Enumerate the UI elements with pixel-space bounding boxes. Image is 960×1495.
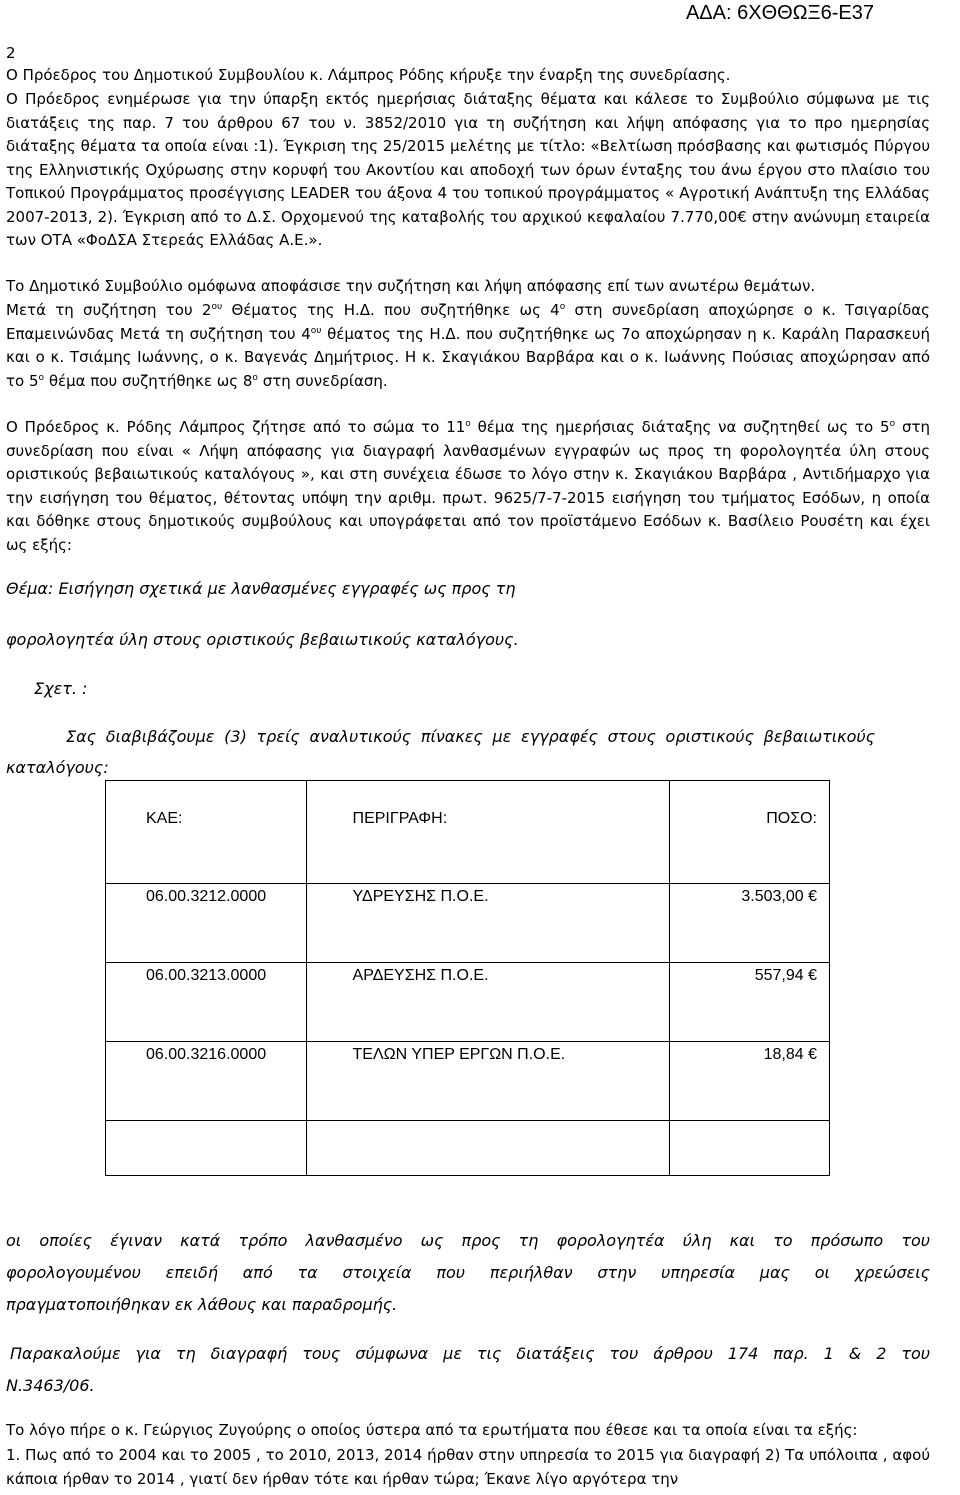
explanation-line2: φορολογουμένου επειδή από τα στοιχεία που περιήλθαν στην υπηρεσία μας οι χρεώσεις (6, 1263, 930, 1282)
request-line2: Ν.3463/06. (6, 1376, 95, 1395)
table-row (106, 962, 830, 1041)
row-kae: 06.00.3213.0000 (146, 966, 267, 984)
closing-line1: Το λόγο πήρε ο κ. Γεώργιος Ζυγούρης ο οποίος ύστερα από τα ερωτήματα που έθεσε και τα οποία είναι τα εξής: (6, 1421, 858, 1439)
row-amount: 18,84 € (763, 1045, 817, 1063)
memo-subject-line1: Θέμα: Εισήγηση σχετικά με λανθασμένες εγγραφές ως προς τη (6, 579, 516, 598)
row-amount: 557,94 € (754, 966, 817, 984)
memo-subject-line2: φορολογητέα ύλη στους οριστικούς βεβαιωτικούς καταλόγους. (6, 630, 519, 649)
table-row (106, 1041, 830, 1120)
row-description: ΥΔΡΕΥΣΗΣ Π.Ο.Ε. (352, 887, 489, 905)
table-empty-row (106, 1120, 830, 1175)
memo-intro-line1: Σας διαβιβάζουμε (3) τρείς αναλυτικούς πίνακες με εγγραφές στους οριστικούς βεβαιωτικούς (66, 727, 875, 746)
page-number: 2 (6, 44, 16, 62)
ada-code: ΑΔΑ: 6ΧΘΘΩΞ6-Ε37 (685, 2, 874, 24)
entries-table (105, 780, 830, 1176)
memo-intro-line2: καταλόγους: (6, 758, 109, 777)
request-line1: Παρακαλούμε για τη διαγραφή τους σύμφωνα με τις διατάξεις του άρθρου 174 παρ. 1 & 2 του (10, 1344, 930, 1363)
header-description: ΠΕΡΙΓΡΑΦΗ: (306, 781, 669, 884)
row-kae: 06.00.3216.0000 (146, 1045, 267, 1063)
unanimous-decision: Το Δημοτικό Συμβούλιο ομόφωνα αποφάσισε την συζήτηση και λήψη απόφασης επί των ανωτέρω θεμάτων. (6, 277, 816, 295)
table-header-row (106, 781, 830, 884)
opening-line: Ο Πρόεδρος του Δημοτικού Συμβουλίου κ. Λάμπρος Ρόδης κήρυξε την έναρξη της συνεδρίασης. (6, 66, 731, 84)
memo-reference: Σχετ. : (34, 679, 88, 698)
header-amount: ΠΟΣΟ: (669, 781, 829, 884)
explanation-line3: πραγματοποιήθηκαν εκ λάθους και παραδρομής. (6, 1295, 398, 1314)
explanation-line1: οι οποίες έγιναν κατά τρόπο λανθασμένο ως προς τη φορολογητέα ύλη και το πρόσωπο του (6, 1231, 930, 1250)
agenda-paragraph: Ο Πρόεδρος ενημέρωσε για την ύπαρξη εκτός ημερήσιας διάταξης θέματα και κάλεσε το Συμβούλιο σύμφωνα με τις διατάξεις της παρ. 7 του άρθρου 67 του ν. 3852/2010 για τη συζήτηση και λήψη απόφασης για το προ ημερησίας διάταξης θέματα τα οποία είναι :1). Έγκριση της 25/2015 μελέτης με τίτλο: «Βελτίωση πρόσβασης και φωτισμός Πύργου της Ελληνιστικής Οχύρωσης στην κορυφή του Ακοντίου και αποδοχή των όρων ένταξης του άνω έργου στο πλαίσιο του Τοπικού Προγράμματος προσέγγισης LEADER του άξονα 4 του τοπικού προγράμματος « Αγροτική Ανάπτυξη της Ελλάδας 2007-2013, 2). Έγκριση από το Δ.Σ. Ορχομενού της καταβολής του αρχικού κεφαλαίου 7.770,00€ στην ανώνυμη εταιρεία των ΟΤΑ «ΦοΔΣΑ Στερεάς Ελλάδας Α.Ε.». (6, 90, 930, 249)
header-kae: ΚΑΕ: (106, 781, 307, 884)
row-amount: 3.503,00 € (741, 887, 817, 905)
table-row (106, 883, 830, 962)
closing-questions: 1. Πως από το 2004 και το 2005 , το 2010, 2013, 2014 ήρθαν στην υπηρεσία το 2015 για διαγραφή 2) Τα υπόλοιπα , αφού κάποια ήρθαν το 2014 , γιατί δεν ήρθαν τότε και ήρθαν τώρα; Έκανε λίγο αργότερα την (6, 1446, 930, 1488)
row-description: ΤΕΛΩΝ ΥΠΕΡ ΕΡΓΩΝ Π.Ο.Ε. (352, 1045, 566, 1063)
withdrawals-paragraph: Μετά τη συζήτηση του $2^{o\upsilon}$ Θέματος της Η.Δ. που συζητήθηκε ως $4^o$ στη συνεδρίαση αποχώρησε ο κ. Τσιγαρίδας Επαμεινώνδας Μετά τη συζήτηση του $4^{o\upsilon}$ θέματος της Η.Δ. που συζητήθηκε ως 7ο αποχώρησαν η κ. Καράλη Παρασκευή και ο κ. Τσιάμης Ιωάννης, ο κ. Βαγενάς Δημήτριος. Η κ. Σκαγιάκου Βαρβάρα και ο κ. Ιωάννης Πούσιας αποχώρησαν από το $5^o$ θέμα που συζητήθηκε ως $8^o$ στη συνεδρίαση. (6, 301, 930, 390)
row-description: ΑΡΔΕΥΣΗΣ Π.Ο.Ε. (352, 966, 489, 984)
row-kae: 06.00.3212.0000 (146, 887, 267, 905)
chairman-request-paragraph: Ο Πρόεδρος κ. Ρόδης Λάμπρος ζήτησε από το σώμα το $11^o$ θέμα της ημερήσιας διάταξης να συζητηθεί ως το $5^o$ στη συνεδρίαση που είναι « Λήψη απόφασης για διαγραφή λανθασμένων εγγραφών ως προς τη φορολογητέα ύλη στους οριστικούς βεβαιωτικούς καταλόγους », και στη συνέχεια έδωσε το λόγο στην κ. Σκαγιάκου Βαρβάρα , Αντιδήμαρχο για την εισήγηση του θέματος, θέτοντας υπόψη την αριθμ. πρωτ. 9625/7-7-2015 εισήγηση του τμήματος Εσόδων, η οποία και δόθηκε στους δημοτικούς συμβούλους και υπογράφεται από τον προϊστάμενο Εσόδων κ. Βασίλειο Ρουσέτη και έχει ως εξής: (6, 418, 930, 554)
